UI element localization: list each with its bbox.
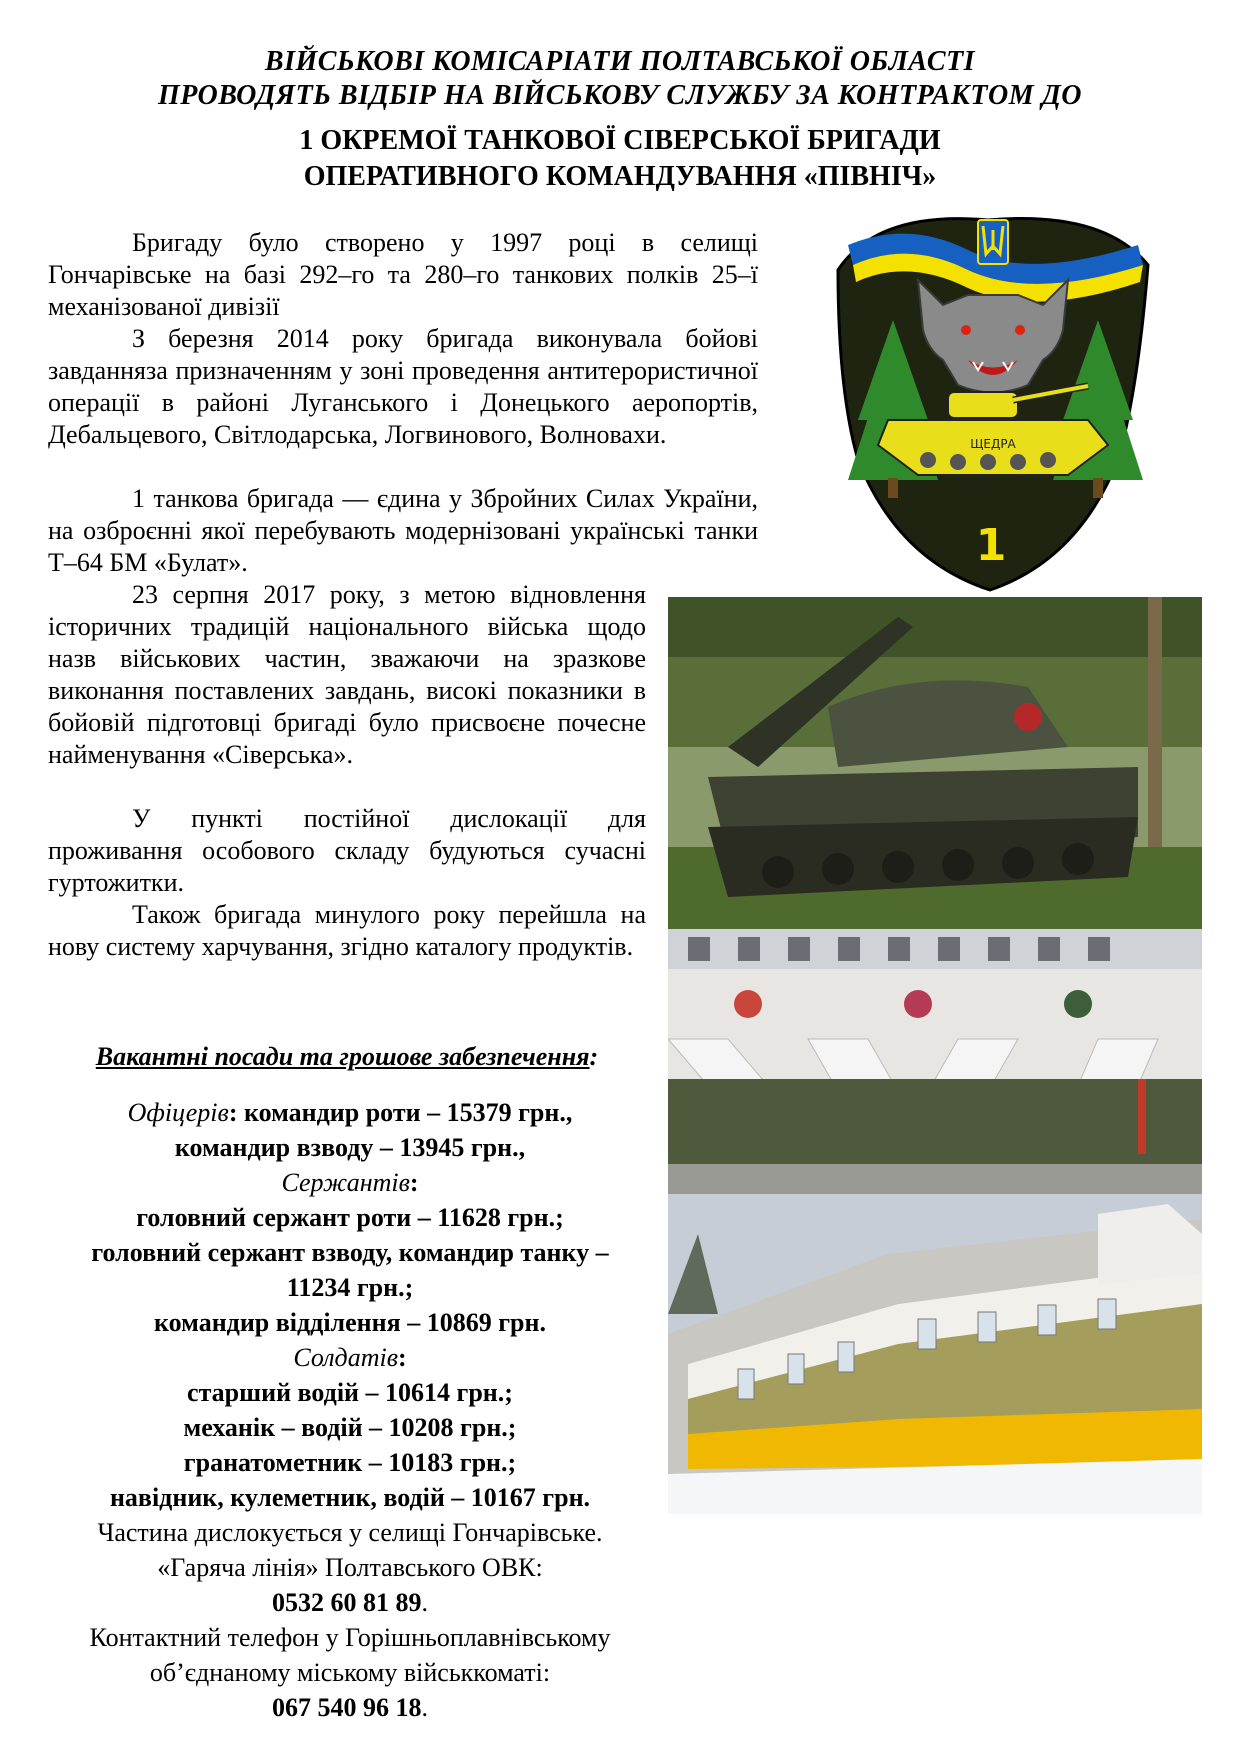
sergeants-heading [40, 1165, 660, 1200]
paragraph-ato: З березня 2014 року бригада виконувала бойові завданняза призначенням у зоні проведення антитерористичної операції в районі Луганського і Донецького аеропортів, Дебальцевого, Світлодарська, Логвинового, Волновахи. [48, 324, 758, 449]
paragraph-dormitories: У пункті постійної дислокації для проживання особового складу будуються сучасні гуртожитки. [48, 804, 646, 897]
officers-salary-2: командир взводу – 13945 грн., [174, 1133, 526, 1162]
location-line: Частина дислокується у селищі Гончарівське. [97, 1518, 603, 1547]
trident-icon [978, 220, 1008, 264]
local-office-label-1: Контактний телефон у Горішньоплавнівському [89, 1623, 611, 1652]
hotline-number-line [40, 1585, 660, 1620]
hotline-label: «Гаряча лінія» Полтавського ОВК: [157, 1553, 543, 1582]
soldiers-salary-1: старший водій – 10614 грн.; [187, 1378, 513, 1407]
paragraph-food: Також бригада минулого року перейшла на нову систему харчування, згідно каталогу продуктів. [48, 900, 646, 961]
vacancies-title-colon: : [589, 1042, 599, 1071]
soldiers-salary-2: механік – водій – 10208 грн.; [183, 1413, 517, 1442]
vacancies-title [48, 1042, 646, 1072]
sergeants-label: Сержантів [281, 1168, 410, 1197]
hotline-number: 0532 60 81 89 [272, 1588, 422, 1617]
soldiers-heading [40, 1340, 660, 1375]
local-office-label-2: об’єднаному міському військкоматі: [149, 1658, 551, 1687]
header-line-2: ПРОВОДЯТЬ ВІДБІР НА ВІЙСЬКОВУ СЛУЖБУ ЗА КОНТРАКТОМ ДО [158, 80, 1082, 111]
soldiers-salary-3: гранатометник – 10183 грн.; [183, 1448, 517, 1477]
officers-label: Офіцерів [127, 1098, 229, 1127]
soldiers-label: Солдатів [293, 1343, 398, 1372]
sergeants-salary-1: головний сержант роти – 11628 грн.; [136, 1203, 564, 1232]
soldiers-colon: : [397, 1343, 407, 1372]
local-dot: . [421, 1693, 428, 1722]
tank-photo [668, 597, 1202, 929]
paragraph-name: 23 серпня 2017 року, з метою відновлення історичних традицій національного війська щодо назв військових частин, зважаючи на зразкове виконання поставлених завдань, високі показники в бойовій підготовці бригаді було присвоєне почесне найменування «Сіверська». [48, 580, 646, 769]
building-photo [668, 1194, 1202, 1514]
vacancies-title-text: Вакантні посади та грошове забезпечення [95, 1042, 590, 1071]
local-number-line [40, 1690, 660, 1725]
vacancies-list [40, 1095, 660, 1725]
sergeants-salary-2: головний сержант взводу, командир танку – [91, 1238, 609, 1267]
sergeants-salary-4: командир відділення – 10869 грн. [154, 1308, 546, 1337]
hotline-dot: . [421, 1588, 428, 1617]
officers-line-1 [40, 1095, 660, 1130]
tank-inscription: ЩЕДРА [970, 437, 1016, 451]
sergeants-colon: : [409, 1168, 419, 1197]
header-line-1: ВІЙСЬКОВІ КОМІСАРІАТИ ПОЛТАВСЬКОЇ ОБЛАСТІ [264, 46, 976, 77]
officers-salary-1: : командир роти – 15379 грн., [228, 1098, 573, 1127]
paragraph-tanks: 1 танкова бригада — єдина у Збройних Силах України, на озброєнні якої перебувають модернізовані українські танки Т–64 БМ «Булат». [48, 484, 758, 577]
emblem-number: 1 [975, 520, 1007, 571]
sergeants-salary-3: 11234 грн.; [286, 1273, 414, 1302]
soldiers-salary-4: навідник, кулеметник, водій – 10167 грн. [109, 1483, 591, 1512]
local-number: 067 540 96 18 [272, 1693, 422, 1722]
paragraph-history: Бригаду було створено у 1997 році в селищі Гончарівське на базі 292–го та 280–го танкових полків 25–ї механізованої дивізії [48, 228, 758, 321]
header-line-4: ОПЕРАТИВНОГО КОМАНДУВАННЯ «ПІВНІЧ» [303, 161, 937, 192]
group-photo [668, 929, 1202, 1194]
header-line-3: 1 ОКРЕМОЇ ТАНКОВОЇ СІВЕРСЬКОЇ БРИГАДИ [299, 125, 941, 156]
brigade-emblem [818, 210, 1163, 595]
